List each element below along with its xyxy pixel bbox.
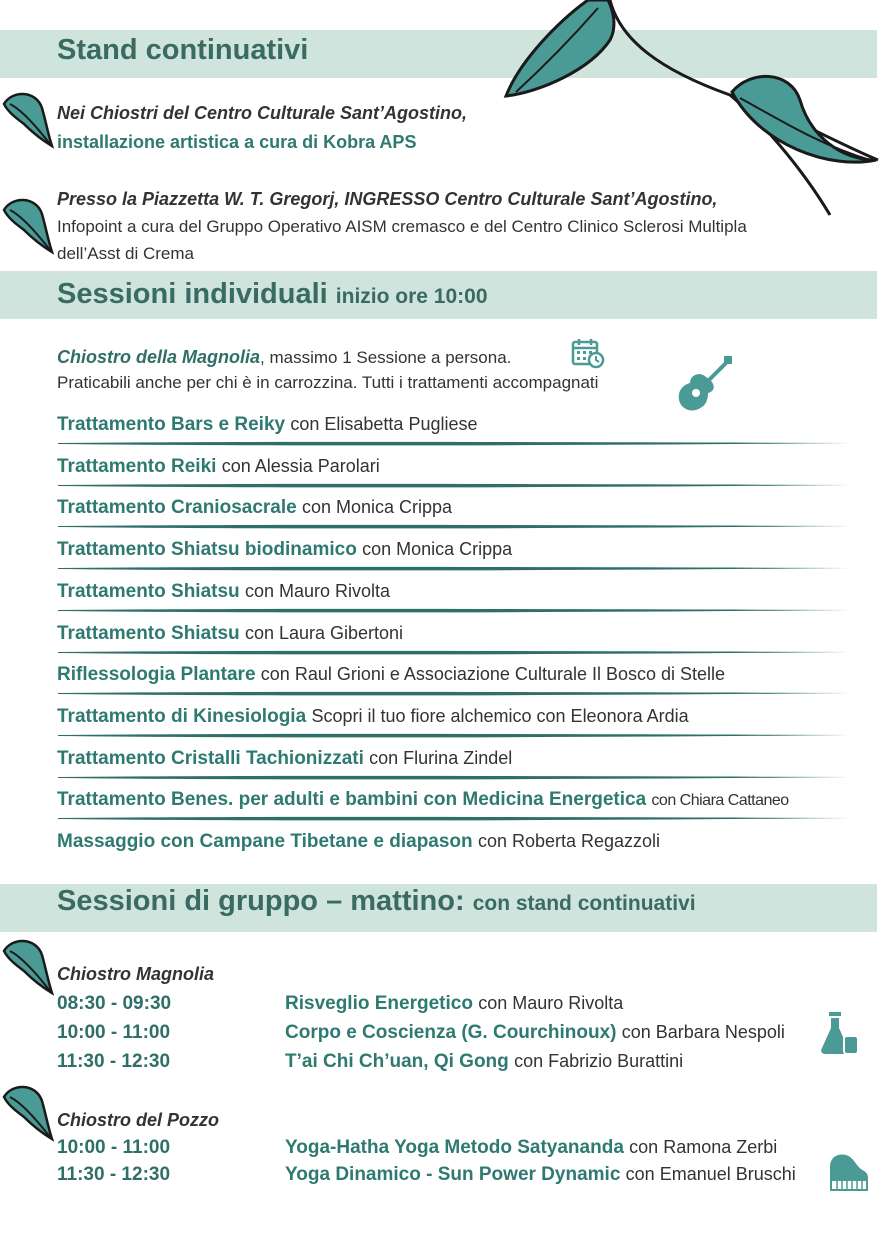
session-activity <box>285 1137 777 1159</box>
session-instructor: con Emanuel Bruschi <box>625 1164 796 1184</box>
treatment-title: Trattamento Benes. per adulti e bambini con Medicina Energetica <box>57 789 647 810</box>
treatment-row <box>57 581 390 603</box>
magnolia-location: Chiostro Magnolia <box>57 964 214 984</box>
treatment-title: Trattamento di Kinesiologia <box>57 706 307 727</box>
leaf-bullet-icon <box>2 1083 54 1143</box>
treatment-practitioner: Scopri il tuo fiore alchemico con Eleonora Ardia <box>311 706 689 726</box>
treatment-row <box>57 748 512 770</box>
session-activity <box>285 1164 796 1186</box>
pozzo-location: Chiostro del Pozzo <box>57 1110 219 1130</box>
separator-rule <box>58 816 850 821</box>
treatment-practitioner: con Mauro Rivolta <box>244 581 391 601</box>
stand-item1-location: Nei Chiostri del Centro Culturale Sant’Agostino, <box>57 103 468 123</box>
individual-note2: Praticabili anche per chi è in carrozzina. Tutti i trattamenti accompagnati <box>57 373 599 392</box>
session-title: Yoga Dinamico - Sun Power Dynamic <box>285 1164 621 1185</box>
session-instructor: con Ramona Zerbi <box>629 1137 778 1157</box>
treatment-title: Massaggio con Campane Tibetane e diapason <box>57 831 473 852</box>
guitar-icon <box>676 355 734 413</box>
session-time: 10:00 - 11:00 <box>57 1022 171 1043</box>
separator-rule <box>58 566 850 571</box>
treatment-row <box>57 414 478 436</box>
treatment-practitioner: con Raul Grioni e Associazione Culturale Il Bosco di Stelle <box>260 664 726 684</box>
group-title: Sessioni di gruppo – mattino: <box>57 885 465 917</box>
treatment-row <box>57 456 380 478</box>
session-activity <box>285 993 623 1015</box>
session-instructor: con Mauro Rivolta <box>478 993 624 1013</box>
session-instructor: con Barbara Nespoli <box>621 1022 785 1042</box>
treatment-title: Trattamento Reiki <box>57 456 217 477</box>
separator-rule <box>58 691 850 696</box>
individual-location: Chiostro della Magnolia <box>57 347 261 367</box>
treatment-practitioner: con Roberta Regazzoli <box>477 831 661 851</box>
treatment-title: Riflessologia Plantare <box>57 664 256 685</box>
section-title-group <box>57 885 696 918</box>
separator-rule <box>58 650 850 655</box>
treatment-title: Trattamento Bars e Reiky <box>57 414 286 435</box>
session-activity <box>285 1022 785 1044</box>
session-title: Yoga-Hatha Yoga Metodo Satyananda <box>285 1137 624 1158</box>
treatment-row <box>57 789 789 811</box>
section-title-individual <box>57 278 488 311</box>
group-subtitle: con stand continuativi <box>472 892 696 915</box>
separator-rule <box>58 608 850 613</box>
treatment-title: Trattamento Shiatsu <box>57 581 240 602</box>
treatment-practitioner: con Alessia Parolari <box>221 456 380 476</box>
session-instructor: con Fabrizio Burattini <box>514 1051 684 1071</box>
vine-leaves-decoration <box>500 0 879 220</box>
treatment-practitioner: con Chiara Cattaneo <box>651 792 789 809</box>
treatment-row <box>57 706 689 728</box>
session-time: 11:30 - 12:30 <box>57 1051 171 1072</box>
leaf-bullet-icon <box>2 90 54 150</box>
section-title-stand: Stand continuativi <box>57 34 309 66</box>
treatment-practitioner: con Monica Crippa <box>362 539 513 559</box>
leaf-bullet-icon <box>2 196 54 256</box>
treatment-title: Trattamento Shiatsu biodinamico <box>57 539 357 560</box>
leaf-bullet-icon <box>2 937 54 997</box>
session-title: T’ai Chi Ch’uan, Qi Gong <box>285 1051 509 1072</box>
treatment-practitioner: con Flurina Zindel <box>369 748 513 768</box>
individual-subtitle: inizio ore 10:00 <box>335 285 488 308</box>
separator-rule <box>58 441 850 446</box>
individual-location-line <box>57 347 511 368</box>
treatment-row <box>57 664 725 686</box>
treatment-row <box>57 539 512 561</box>
treatment-title: Trattamento Cristalli Tachionizzati <box>57 748 364 769</box>
treatment-practitioner: con Monica Crippa <box>301 497 453 517</box>
piano-icon <box>828 1153 870 1193</box>
separator-rule <box>58 733 850 738</box>
stand-item2-description-line2: dell’Asst di Crema <box>57 244 194 263</box>
calendar-clock-icon <box>571 338 605 370</box>
session-activity <box>285 1051 683 1073</box>
flask-icon <box>820 1012 858 1054</box>
separator-rule <box>58 524 850 529</box>
individual-title: Sessioni individuali <box>57 278 328 310</box>
treatment-practitioner: con Laura Gibertoni <box>244 623 404 643</box>
session-time: 08:30 - 09:30 <box>57 993 172 1014</box>
separator-rule <box>58 483 850 488</box>
session-time: 10:00 - 11:00 <box>57 1137 171 1158</box>
session-title: Corpo e Coscienza (G. Courchinoux) <box>285 1022 617 1043</box>
session-time: 11:30 - 12:30 <box>57 1164 171 1185</box>
treatment-title: Trattamento Shiatsu <box>57 623 240 644</box>
treatment-row <box>57 831 660 853</box>
treatment-practitioner: con Elisabetta Pugliese <box>290 414 478 434</box>
session-title: Risveglio Energetico <box>285 993 473 1014</box>
treatment-title: Trattamento Craniosacrale <box>57 497 297 518</box>
treatment-row <box>57 497 452 519</box>
stand-item2-description-line1: Infopoint a cura del Gruppo Operativo AISM cremasco e del Centro Clinico Sclerosi Multipla <box>57 217 747 236</box>
separator-rule <box>58 775 850 780</box>
individual-note1: , massimo 1 Sessione a persona. <box>260 348 512 367</box>
treatment-row <box>57 623 403 645</box>
stand-item2-location: Presso la Piazzetta W. T. Gregorj, INGRESSO Centro Culturale Sant’Agostino, <box>57 189 718 209</box>
stand-item1-description: installazione artistica a cura di Kobra APS <box>57 132 417 152</box>
